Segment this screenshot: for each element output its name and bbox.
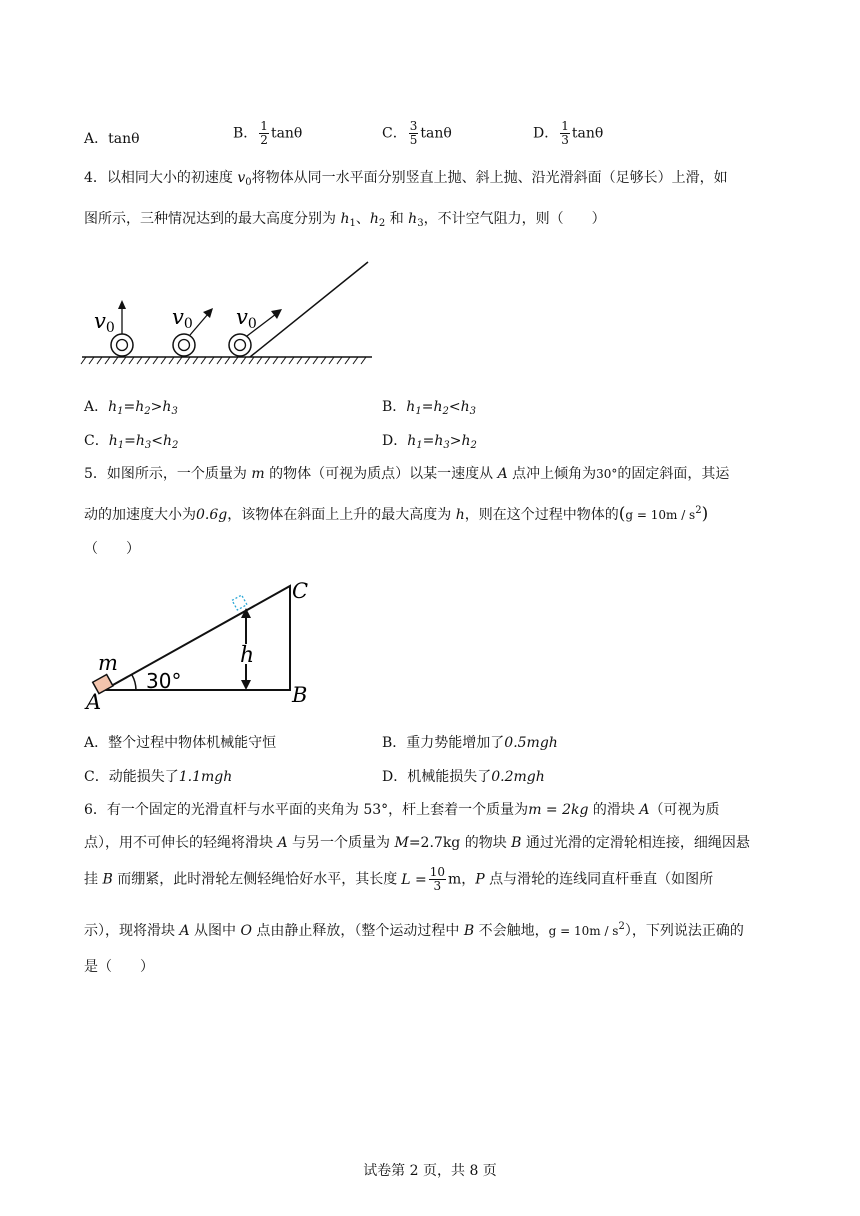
q4-option-a bbox=[84, 396, 178, 417]
ball-1 bbox=[111, 334, 133, 356]
q6-text: ），下列说法正确的 bbox=[624, 923, 744, 939]
q5-option-b-text: 重力势能增加了 bbox=[406, 735, 505, 751]
q4-option-c-label: C． bbox=[84, 433, 109, 449]
q4-option-d-text: $h_1=h_3>h_2$ bbox=[407, 433, 477, 451]
q5-text: 的固定斜面，其运 bbox=[617, 466, 730, 482]
q3-option-d bbox=[533, 120, 603, 147]
q3-option-d-text: tanθ bbox=[571, 125, 604, 142]
q4-option-c-text: $h_1=h_3<h_2$ bbox=[108, 433, 179, 451]
q5-option-a bbox=[84, 732, 276, 752]
q3-option-c-fraction bbox=[409, 120, 419, 147]
q6-text: 点与滑轮的连线同直杆垂直（如图所 bbox=[484, 871, 714, 888]
q6-line-2 bbox=[84, 833, 750, 853]
q6-g-value: g = 10m / s bbox=[548, 924, 619, 938]
ground-hatch bbox=[81, 357, 366, 364]
q6-text: 的滑块 bbox=[588, 802, 640, 818]
q4-text: 将物体从同一水平面分别竖直上抛、斜上抛、沿光滑斜面（足够长）上滑，如 bbox=[251, 170, 728, 186]
q5-accel: 0.6g bbox=[196, 507, 228, 523]
q5-option-d-value: 0.2mgh bbox=[491, 769, 545, 785]
q3-option-c-text: tanθ bbox=[420, 125, 452, 142]
q4-h3: h bbox=[408, 211, 418, 227]
q6-O: O bbox=[240, 923, 252, 939]
q3-option-b bbox=[233, 120, 302, 147]
q6-L-fraction bbox=[429, 866, 446, 893]
q5-line-2 bbox=[84, 501, 708, 525]
q3-option-b-label: B． bbox=[233, 125, 258, 142]
q4-option-c bbox=[84, 430, 178, 451]
q5-line-1 bbox=[84, 464, 729, 484]
q6-B: B bbox=[511, 835, 522, 851]
v0-label-2: v0 bbox=[172, 305, 193, 332]
q5-g-value: g = 10m / s bbox=[625, 508, 696, 522]
incline-line bbox=[250, 262, 368, 357]
q5-option-c bbox=[84, 766, 232, 786]
q3-option-d-label: D． bbox=[533, 125, 559, 142]
q6-A: A bbox=[277, 835, 288, 851]
q4-option-d bbox=[382, 430, 477, 451]
q4-option-a-label: A． bbox=[84, 399, 109, 415]
q6-text: 而绷紧，此时滑轮左侧轻绳恰好水平，其长度 bbox=[112, 871, 398, 888]
q5-option-d-text: 机械能损失了 bbox=[407, 769, 492, 785]
q4-text: 、 bbox=[355, 211, 370, 227]
q5-option-d bbox=[382, 766, 545, 786]
q5-number: 5． bbox=[84, 466, 107, 482]
q5-g-close: ) bbox=[701, 504, 709, 524]
q4-text: 和 bbox=[385, 211, 409, 227]
q6-text: 点由静止释放，（整个运动过程中 bbox=[251, 923, 464, 939]
label-B: B bbox=[292, 683, 308, 707]
q3-option-c bbox=[382, 120, 452, 147]
q5-text: 动的加速度大小为 bbox=[84, 507, 196, 523]
label-m: m bbox=[98, 651, 118, 675]
q6-text: 有一个固定的光滑直杆与水平面的夹角为 53°，杆上套着一个质量为 bbox=[106, 802, 529, 818]
q3-option-a-text: tanθ bbox=[108, 131, 140, 147]
q6-g-sup: 2 bbox=[618, 921, 625, 932]
q6-text: 通过光滑的定滑轮相连接，细绳因悬 bbox=[521, 835, 750, 851]
q4-h3-sub: 3 bbox=[417, 218, 424, 229]
q5-option-b-label: B． bbox=[382, 735, 407, 751]
q6-text: 不会触地， bbox=[474, 923, 549, 939]
q4-h1-sub: 1 bbox=[349, 218, 356, 229]
q3-option-d-fraction bbox=[560, 120, 570, 147]
q4-text: 以相同大小的初速度 bbox=[106, 170, 238, 186]
q6-m: m = 2kg bbox=[528, 802, 589, 818]
q4-v0: v bbox=[237, 170, 246, 186]
q6-text: =2.7kg 的物块 bbox=[408, 835, 512, 851]
q6-B: B bbox=[102, 871, 113, 888]
q5-option-d-label: D． bbox=[382, 769, 408, 785]
ball-2 bbox=[173, 334, 195, 356]
q5-text: ，该物体在斜面上上升的最大高度为 bbox=[227, 507, 456, 523]
q3-option-c-numerator: 3 bbox=[409, 119, 418, 133]
q4-option-b-text: $h_1=h_2<h_3$ bbox=[406, 399, 476, 417]
q6-text: 挂 bbox=[84, 871, 103, 888]
q4-option-b-label: B． bbox=[382, 399, 407, 415]
label-C: C bbox=[292, 579, 309, 603]
q5-figure bbox=[84, 578, 324, 713]
q4-v0-sub: 0 bbox=[245, 177, 252, 188]
ball-3-inner bbox=[235, 340, 246, 351]
h-arrow-down-head bbox=[241, 680, 251, 690]
q5-A: A bbox=[497, 466, 508, 482]
q6-L-numerator: 10 bbox=[429, 865, 445, 879]
q5-option-a-text: 整个过程中物体机械能守恒 bbox=[108, 735, 277, 751]
q4-text: ，不计空气阻力，则（ ） bbox=[423, 211, 606, 227]
q5-text: ，则在这个过程中物体的 bbox=[464, 507, 619, 523]
q3-option-c-label: C． bbox=[382, 125, 407, 142]
v0-label-3: v0 bbox=[236, 305, 257, 332]
q6-line-4 bbox=[84, 917, 744, 941]
q3-option-b-text: tanθ bbox=[270, 125, 303, 142]
q6-line-5: 是（ ） bbox=[84, 959, 154, 975]
q4-option-b bbox=[382, 396, 476, 417]
q4-figure bbox=[80, 258, 380, 368]
q5-option-b-value: 0.5mgh bbox=[504, 735, 558, 751]
page-footer: 试卷第 2 页，共 8 页 bbox=[363, 1163, 497, 1179]
arrow-up-head bbox=[118, 300, 126, 309]
q5-option-a-label: A． bbox=[84, 735, 109, 751]
q5-text: 的物体（可视为质点）以某一速度从 bbox=[264, 466, 498, 482]
q5-line-3: （ ） bbox=[84, 541, 140, 557]
dashed-block bbox=[232, 595, 247, 610]
q6-line-1 bbox=[84, 800, 719, 820]
q4-number: 4． bbox=[84, 170, 107, 186]
q4-line-1 bbox=[84, 168, 728, 193]
q5-h: h bbox=[455, 507, 465, 523]
q4-option-d-label: D． bbox=[382, 433, 408, 449]
q5-option-c-text: 动能损失了 bbox=[108, 769, 179, 785]
q6-L-denominator: 3 bbox=[433, 879, 442, 893]
q6-A: A bbox=[639, 802, 650, 818]
q5-option-c-value: 1.1mgh bbox=[178, 769, 233, 785]
q3-option-b-fraction bbox=[259, 120, 269, 147]
q4-text: 图所示，三种情况达到的最大高度分别为 bbox=[84, 211, 341, 227]
angle-arc bbox=[132, 675, 136, 690]
q4-h1: h bbox=[340, 211, 350, 227]
q6-P: P bbox=[475, 871, 485, 888]
q6-text: 示），现将滑块 bbox=[84, 923, 180, 939]
q6-text: （可视为质 bbox=[649, 802, 720, 818]
arrow-oblique-head bbox=[203, 308, 213, 318]
q5-g-open: ( bbox=[618, 504, 626, 524]
q5-option-c-label: C． bbox=[84, 769, 109, 785]
q6-number: 6． bbox=[84, 802, 107, 818]
q5-m: m bbox=[251, 466, 265, 482]
label-angle: 30° bbox=[146, 669, 182, 693]
q4-h2: h bbox=[369, 211, 379, 227]
arrow-incline-head bbox=[271, 309, 282, 319]
q6-text: 从图中 bbox=[189, 923, 241, 939]
q6-M: M bbox=[394, 835, 409, 851]
label-A: A bbox=[86, 690, 102, 714]
q6-L-unit: m bbox=[447, 871, 462, 888]
q4-h2-sub: 2 bbox=[378, 218, 386, 229]
ball-2-inner bbox=[179, 340, 190, 351]
q3-option-b-denominator: 2 bbox=[260, 133, 268, 147]
q3-option-b-numerator: 1 bbox=[260, 119, 268, 133]
q6-L: L = bbox=[401, 871, 427, 888]
q3-option-a bbox=[84, 128, 140, 148]
q6-text: ， bbox=[461, 871, 476, 888]
q5-option-b bbox=[382, 732, 558, 752]
q6-line-3 bbox=[84, 866, 713, 893]
incline-triangle bbox=[104, 586, 290, 690]
q4-line-2 bbox=[84, 209, 606, 234]
q6-A: A bbox=[179, 923, 190, 939]
q3-option-c-denominator: 5 bbox=[409, 133, 418, 147]
q3-option-d-numerator: 1 bbox=[561, 119, 569, 133]
q5-g-sup: 2 bbox=[695, 505, 702, 516]
q5-angle: 30° bbox=[596, 467, 618, 481]
q5-text: 点冲上倾角为 bbox=[507, 466, 597, 482]
q6-text: 与另一个质量为 bbox=[287, 835, 395, 851]
q3-option-a-label: A． bbox=[84, 131, 109, 147]
label-h: h bbox=[240, 643, 255, 668]
q6-text: 点），用不可伸长的轻绳将滑块 bbox=[84, 835, 278, 851]
q6-B: B bbox=[463, 923, 475, 939]
v0-label-1: v0 bbox=[94, 309, 115, 336]
q3-option-d-denominator: 3 bbox=[561, 133, 569, 147]
ball-1-inner bbox=[117, 340, 128, 351]
ball-3 bbox=[229, 334, 251, 356]
q5-text: 如图所示，一个质量为 bbox=[106, 466, 252, 482]
q4-option-a-text: $h_1=h_2>h_3$ bbox=[108, 399, 178, 417]
